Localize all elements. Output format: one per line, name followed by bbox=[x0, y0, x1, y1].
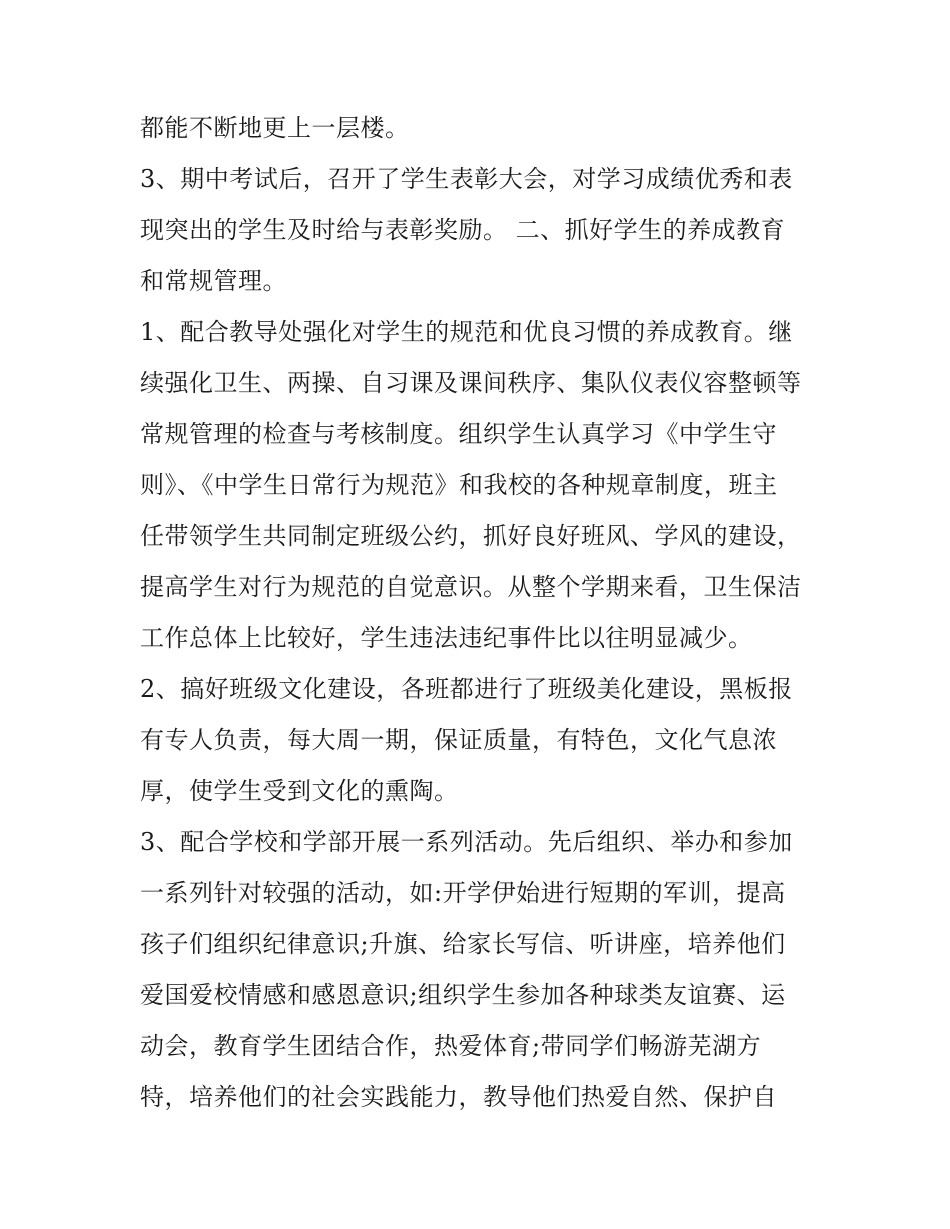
paragraph-line: 3、期中考试后，召开了学生表彰大会，对学习成绩优秀和表 bbox=[140, 165, 793, 193]
paragraph-line: 爱国爱校情感和感恩意识;组织学生参加各种球类友谊赛、运 bbox=[140, 981, 786, 1009]
paragraph-line: 则》、《中学生日常行为规范》和我校的各种规章制度，班主 bbox=[140, 471, 778, 499]
paragraph-line: 任带领学生共同制定班级公约，抓好良好班风、学风的建设， bbox=[140, 522, 802, 550]
paragraph-line: 一系列针对较强的活动，如:开学伊始进行短期的军训，提高 bbox=[140, 879, 786, 907]
paragraph-line: 1、配合教导处强化对学生的规范和优良习惯的养成教育。继 bbox=[140, 318, 793, 346]
paragraph-line: 续强化卫生、两操、自习课及课间秩序、集队仪表仪容整顿等 bbox=[140, 369, 802, 397]
paragraph-line: 常规管理的检查与考核制度。组织学生认真学习《中学生守 bbox=[140, 420, 777, 448]
paragraph-line: 3、配合学校和学部开展一系列活动。先后组织、举办和参加 bbox=[140, 828, 793, 856]
paragraph-line: 特，培养他们的社会实践能力，教导他们热爱自然、保护自 bbox=[140, 1083, 777, 1111]
paragraph-line: 有专人负责，每大周一期，保证质量，有特色，文化气息浓 bbox=[140, 726, 777, 754]
paragraph-line: 现突出的学生及时给与表彰奖励。 二、抓好学生的养成教育 bbox=[140, 216, 786, 244]
paragraph-line: 都能不断地更上一层楼。 bbox=[140, 114, 410, 142]
paragraph-line: 和常规管理。 bbox=[140, 267, 287, 295]
paragraph-line: 厚，使学生受到文化的熏陶。 bbox=[140, 777, 459, 805]
paragraph-line: 2、搞好班级文化建设，各班都进行了班级美化建设，黑板报 bbox=[140, 675, 793, 703]
paragraph-line: 提高学生对行为规范的自觉意识。从整个学期来看，卫生保洁 bbox=[140, 573, 802, 601]
paragraph-line: 孩子们组织纪律意识;升旗、给家长写信、听讲座，培养他们 bbox=[140, 930, 786, 958]
paragraph-line: 工作总体上比较好，学生违法违纪事件比以往明显减少。 bbox=[140, 624, 753, 652]
paragraph-line: 动会，教育学生团结合作，热爱体育;带同学们畅游芜湖方 bbox=[140, 1032, 762, 1060]
